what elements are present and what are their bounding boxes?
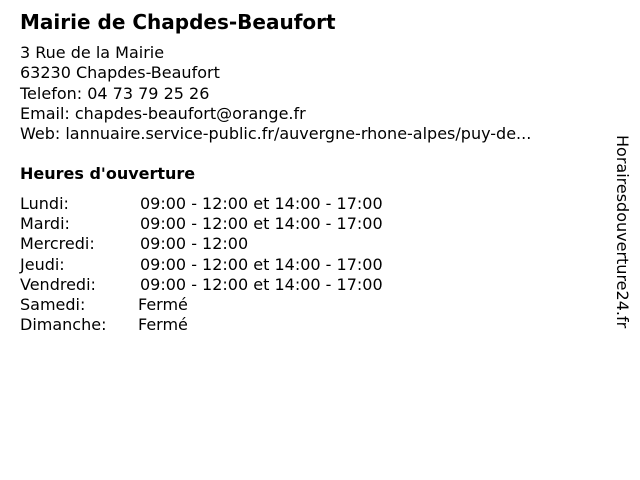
day-hours: Fermé (138, 294, 188, 314)
day-label: Mercredi: (20, 234, 95, 254)
email-text: Email: chapdes-beaufort@orange.fr (20, 103, 306, 123)
day-label: Mardi: (20, 214, 70, 234)
phone-text: Telefon: 04 73 79 25 26 (20, 83, 210, 103)
web-text: Web: lannuaire.service-public.fr/auvergne-rhone-alpes/puy-de... (20, 124, 532, 144)
address-street: 3 Rue de la Mairie (20, 43, 165, 62)
hours-heading: Heures d'ouverture (20, 164, 196, 183)
day-hours: 09:00 - 12:00 et 14:00 - 17:00 (140, 214, 383, 234)
day-hours: 09:00 - 12:00 et 14:00 - 17:00 (140, 194, 383, 213)
day-label: Lundi: (20, 194, 69, 213)
day-label: Jeudi: (20, 254, 65, 274)
day-hours: 09:00 - 12:00 et 14:00 - 17:00 (140, 254, 383, 274)
day-label: Vendredi: (20, 274, 96, 294)
contact-block (20, 43, 531, 144)
site-watermark: Horairesdouverture24.fr (613, 135, 632, 329)
page-title: Mairie de Chapdes-Beaufort (20, 10, 336, 34)
address-city: 63230 Chapdes-Beaufort (20, 63, 220, 83)
day-label: Samedi: (20, 294, 86, 314)
day-hours: Fermé (138, 315, 188, 335)
day-hours: 09:00 - 12:00 et 14:00 - 17:00 (140, 274, 383, 294)
day-label: Dimanche: (20, 315, 107, 335)
day-hours: 09:00 - 12:00 (140, 234, 249, 254)
